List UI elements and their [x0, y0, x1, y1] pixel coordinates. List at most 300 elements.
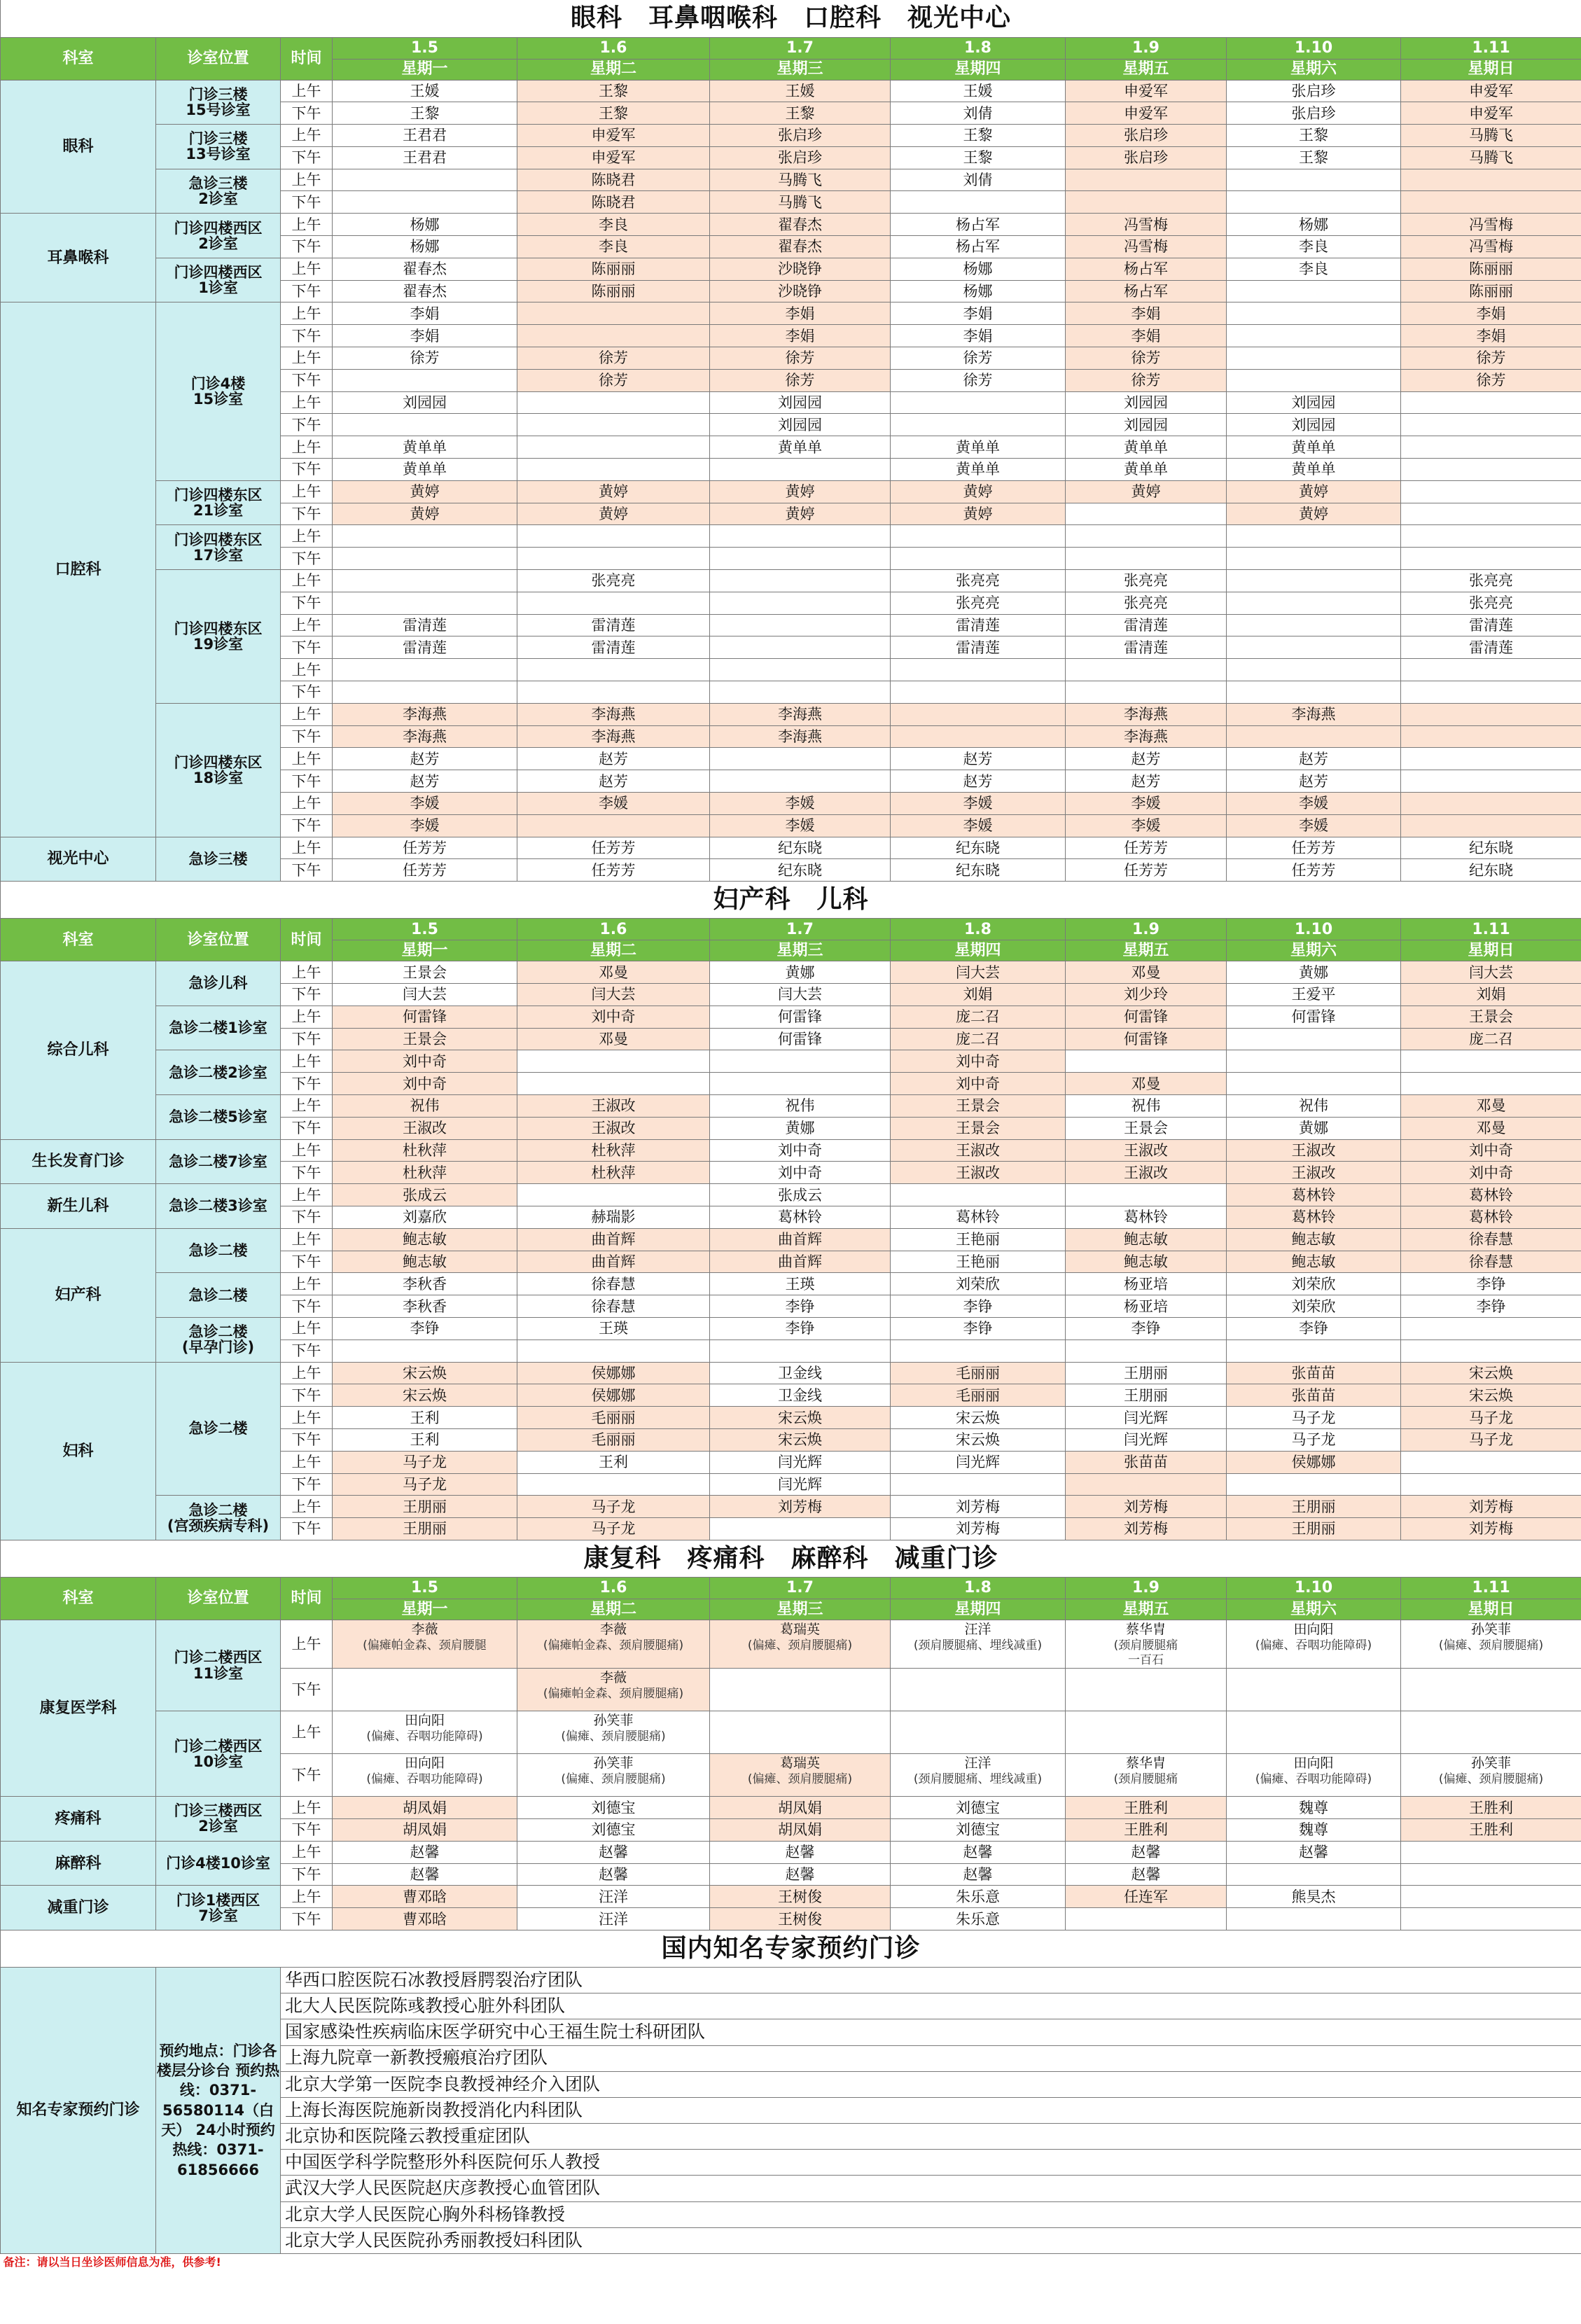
clinic-location: 门诊四楼西区 2诊室: [156, 214, 281, 258]
schedule-row: [1, 525, 1581, 548]
doctor-cell: 黄单单: [333, 459, 517, 481]
doctor-cell: 王瑛: [710, 1273, 891, 1295]
doctor-cell: 刘芳梅: [891, 1518, 1066, 1540]
department-name: 综合儿科: [1, 961, 156, 1139]
header-date: 1.9: [1066, 1577, 1227, 1599]
shift-label: 上午: [281, 748, 333, 770]
department-name: 减重门诊: [1, 1886, 156, 1930]
doctor-cell: 胡凤娟: [333, 1818, 517, 1841]
clinic-location: 急诊二楼 (宫颈疾病专科): [156, 1496, 281, 1540]
department-name: 耳鼻喉科: [1, 214, 156, 302]
shift-label: 上午: [281, 125, 333, 147]
expert-team: 武汉大学人民医院赵庆彦教授心血管团队: [281, 2176, 1581, 2201]
doctor-cell: [517, 681, 710, 704]
department-name: 麻醉科: [1, 1841, 156, 1886]
doctor-cell: 李铮: [710, 1317, 891, 1340]
shift-label: 下午: [281, 859, 333, 882]
doctor-cell: [333, 592, 517, 614]
doctor-cell: 赵馨: [710, 1863, 891, 1886]
header-date: 1.5: [333, 37, 517, 59]
doctor-cell: 李铮: [891, 1317, 1066, 1340]
doctor-cell: 李铮: [333, 1317, 517, 1340]
header-weekday: 星期五: [1066, 940, 1227, 961]
doctor-cell: [710, 1073, 891, 1095]
doctor-cell: 翟春杰: [710, 236, 891, 258]
doctor-cell: [1401, 1669, 1581, 1711]
doctor-cell: 张亮亮: [1401, 570, 1581, 592]
doctor-cell: 刘嘉欣: [333, 1206, 517, 1228]
doctor-cell: [710, 659, 891, 681]
header-date: 1.8: [891, 1577, 1066, 1599]
schedule-row: [1, 1841, 1581, 1863]
doctor-cell: 马腾飞: [1401, 146, 1581, 169]
shift-label: 上午: [281, 1050, 333, 1073]
schedule-row: [1, 703, 1581, 725]
doctor-specialty: (颈肩腰腿痛、埋线减重): [913, 1772, 1043, 1786]
schedule-row: [1, 837, 1581, 859]
shift-label: 下午: [281, 1162, 333, 1184]
doctor-cell: 王胜利: [1066, 1797, 1227, 1819]
doctor-cell: 葛林铃: [1401, 1206, 1581, 1228]
doctor-cell: 张亮亮: [1066, 592, 1227, 614]
expert-dept: 知名专家预约门诊: [1, 1967, 156, 2253]
clinic-location: 急诊三楼: [156, 837, 281, 882]
doctor-cell: [517, 459, 710, 481]
doctor-cell: 徐芳: [710, 369, 891, 391]
header-dept: 科室: [1, 37, 156, 80]
doctor-cell: 李良: [517, 236, 710, 258]
shift-label: 下午: [281, 725, 333, 748]
doctor-cell: 陈丽丽: [1401, 258, 1581, 280]
doctor-cell: [1401, 1451, 1581, 1473]
doctor-cell: 冯雪梅: [1066, 236, 1227, 258]
shift-label: 上午: [281, 1094, 333, 1117]
doctor-specialty: (偏瘫、颈肩腰腿痛): [747, 1772, 853, 1786]
doctor-cell: 闫大芸: [891, 961, 1066, 984]
shift-label: 下午: [281, 592, 333, 614]
doctor-specialty: (偏瘫帕金森、颈肩腰腿: [363, 1638, 487, 1652]
doctor-cell: [1401, 1863, 1581, 1886]
shift-label: 上午: [281, 1228, 333, 1251]
doctor-cell: 纪东晓: [710, 837, 891, 859]
doctor-cell: [891, 703, 1066, 725]
doctor-cell: 刘中奇: [333, 1073, 517, 1095]
header-weekday: 星期二: [517, 940, 710, 961]
doctor-cell: 黄婷: [517, 503, 710, 525]
doctor-cell: 李媛: [1066, 793, 1227, 815]
header-weekday: 星期一: [333, 940, 517, 961]
doctor-cell: 刘园园: [710, 391, 891, 414]
doctor-specialty: (偏瘫、吞咽功能障碍): [366, 1729, 483, 1744]
doctor-cell: 汪洋: [517, 1908, 710, 1930]
header-row-dates: [1, 1577, 1581, 1599]
header-weekday: 星期三: [710, 940, 891, 961]
doctor-cell: 闫大芸: [517, 983, 710, 1006]
clinic-location: 急诊二楼5诊室: [156, 1094, 281, 1139]
doctor-specialty: (偏瘫、颈肩腰腿痛): [561, 1772, 666, 1786]
doctor-cell: [1066, 1711, 1227, 1754]
shift-label: 下午: [281, 1754, 333, 1797]
doctor-cell: 王黎: [333, 102, 517, 125]
doctor-cell: 马腾飞: [1401, 125, 1581, 147]
department-name: 生长发育门诊: [1, 1139, 156, 1184]
doctor-cell: [517, 1184, 710, 1206]
shift-label: 上午: [281, 614, 333, 636]
department-name: 疼痛科: [1, 1797, 156, 1842]
header-weekday: 星期二: [517, 59, 710, 80]
doctor-cell: 纪东晓: [1401, 837, 1581, 859]
shift-label: 上午: [281, 347, 333, 370]
doctor-cell: 李良: [1227, 258, 1401, 280]
doctor-cell: 徐芳: [333, 347, 517, 370]
doctor-cell: [1227, 280, 1401, 302]
doctor-cell: [1401, 703, 1581, 725]
doctor-cell: 王黎: [1227, 125, 1401, 147]
shift-label: 上午: [281, 1184, 333, 1206]
shift-label: 下午: [281, 1117, 333, 1139]
doctor-cell: 雷清莲: [1066, 614, 1227, 636]
doctor-cell: 张苗苗: [1066, 1451, 1227, 1473]
doctor-name: 田向阳: [1293, 1755, 1334, 1772]
doctor-cell: 王淑改: [333, 1117, 517, 1139]
doctor-cell: [1401, 459, 1581, 481]
shift-label: 下午: [281, 1295, 333, 1318]
doctor-cell: [1227, 725, 1401, 748]
expert-team: 北京大学人民医院孙秀丽教授妇科团队: [281, 2227, 1581, 2253]
header-date: 1.6: [517, 919, 710, 940]
doctor-cell: 徐芳: [710, 347, 891, 370]
doctor-cell: 李铮: [891, 1295, 1066, 1318]
header-weekday: 星期一: [333, 59, 517, 80]
doctor-cell: [1066, 169, 1227, 191]
doctor-cell: 马子龙: [1227, 1407, 1401, 1429]
doctor-cell: 李海燕: [517, 703, 710, 725]
header-weekday: 星期五: [1066, 59, 1227, 80]
doctor-cell: 李媛: [1066, 814, 1227, 837]
doctor-cell: 王黎: [1227, 146, 1401, 169]
expert-team: 中国医学科学院整形外科医院何乐人教授: [281, 2150, 1581, 2176]
doctor-cell: 黄婷: [891, 503, 1066, 525]
doctor-cell: 雷清莲: [333, 614, 517, 636]
doctor-cell: [710, 1711, 891, 1754]
doctor-cell: 赵芳: [1066, 770, 1227, 793]
doctor-cell: 刘中奇: [517, 1006, 710, 1028]
doctor-cell: [1401, 1073, 1581, 1095]
doctor-cell: 李娟: [333, 302, 517, 325]
doctor-cell: 祝伟: [1227, 1094, 1401, 1117]
doctor-cell: 刘园园: [1227, 414, 1401, 436]
clinic-location: 急诊儿科: [156, 961, 281, 1006]
doctor-cell: 翟春杰: [710, 214, 891, 236]
doctor-cell: 黄单单: [1227, 436, 1401, 459]
shift-label: 下午: [281, 770, 333, 793]
doctor-cell: 陈丽丽: [1401, 280, 1581, 302]
doctor-cell: [333, 1669, 517, 1711]
header-weekday: 星期三: [710, 1599, 891, 1620]
doctor-cell: 任芳芳: [1066, 859, 1227, 882]
schedule-row: [1, 1050, 1581, 1073]
shift-label: 下午: [281, 280, 333, 302]
department-name: 眼科: [1, 80, 156, 214]
shift-label: 上午: [281, 570, 333, 592]
doctor-name: 孙笑菲: [1471, 1621, 1512, 1637]
doctor-cell: 张苗苗: [1227, 1384, 1401, 1407]
header-date: 1.8: [891, 37, 1066, 59]
doctor-cell: 申爱军: [1401, 80, 1581, 102]
doctor-cell: [710, 770, 891, 793]
doctor-cell: [1401, 770, 1581, 793]
doctor-cell: [710, 1518, 891, 1540]
clinic-location: 急诊二楼: [156, 1228, 281, 1273]
doctor-cell: 赵芳: [891, 748, 1066, 770]
doctor-cell: 王利: [517, 1451, 710, 1473]
doctor-specialty: (偏瘫帕金森、颈肩腰腿痛): [543, 1638, 684, 1652]
doctor-cell: 杨占军: [891, 214, 1066, 236]
doctor-cell: 庞二召: [891, 1006, 1066, 1028]
doctor-cell: 闫大芸: [333, 983, 517, 1006]
doctor-cell: 雷清莲: [891, 614, 1066, 636]
doctor-cell: 侯娜娜: [517, 1384, 710, 1407]
header-date: 1.10: [1227, 919, 1401, 940]
doctor-cell: 徐芳: [1401, 369, 1581, 391]
schedule-row: [1, 80, 1581, 102]
department-name: 新生儿科: [1, 1184, 156, 1229]
doctor-cell: [1401, 1711, 1581, 1754]
doctor-cell: 闫大芸: [1401, 961, 1581, 984]
doctor-cell: 张苗苗: [1227, 1362, 1401, 1384]
doctor-cell: 申爱军: [1401, 102, 1581, 125]
doctor-cell: 王利: [333, 1407, 517, 1429]
schedule-row: [1, 169, 1581, 191]
doctor-cell: [517, 1754, 710, 1797]
shift-label: 上午: [281, 80, 333, 102]
doctor-cell: 刘娟: [891, 983, 1066, 1006]
doctor-cell: 王朋丽: [1066, 1362, 1227, 1384]
doctor-cell: [1227, 570, 1401, 592]
doctor-cell: 纪东晓: [891, 859, 1066, 882]
schedule-row: [1, 1620, 1581, 1668]
doctor-cell: 李娟: [1401, 302, 1581, 325]
doctor-specialty: (偏瘫帕金森、颈肩腰腿痛): [543, 1686, 684, 1701]
header-date: 1.11: [1401, 1577, 1581, 1599]
doctor-cell: 毛丽丽: [517, 1428, 710, 1451]
doctor-cell: [1066, 681, 1227, 704]
header-location: 诊室位置: [156, 919, 281, 961]
doctor-cell: 何雷锋: [1066, 1028, 1227, 1050]
doctor-cell: 邓曼: [517, 1028, 710, 1050]
doctor-cell: 任芳芳: [333, 837, 517, 859]
doctor-cell: 杨娜: [891, 258, 1066, 280]
shift-label: 下午: [281, 503, 333, 525]
header-dept: 科室: [1, 919, 156, 961]
doctor-cell: 曲首辉: [517, 1228, 710, 1251]
doctor-specialty: 一百石: [1128, 1652, 1164, 1667]
clinic-location: 门诊四楼东区 17诊室: [156, 525, 281, 570]
doctor-cell: 张亮亮: [1066, 570, 1227, 592]
schedule-row: [1, 1886, 1581, 1908]
doctor-cell: 翟春杰: [333, 258, 517, 280]
doctor-cell: [333, 1711, 517, 1754]
doctor-cell: [891, 1711, 1066, 1754]
doctor-cell: 冯雪梅: [1401, 214, 1581, 236]
doctor-cell: 刘中奇: [891, 1050, 1066, 1073]
doctor-cell: 黄婷: [1066, 480, 1227, 503]
doctor-cell: [517, 592, 710, 614]
shift-label: 上午: [281, 961, 333, 984]
clinic-location: 急诊二楼1诊室: [156, 1006, 281, 1050]
schedule-row: [1, 1006, 1581, 1028]
doctor-cell: [1401, 1886, 1581, 1908]
shift-label: 上午: [281, 1711, 333, 1754]
header-date: 1.7: [710, 919, 891, 940]
doctor-cell: [1401, 725, 1581, 748]
doctor-cell: 李铮: [1227, 1317, 1401, 1340]
doctor-cell: 刘荣欣: [891, 1273, 1066, 1295]
doctor-cell: 熊昊杰: [1227, 1886, 1401, 1908]
doctor-cell: [333, 369, 517, 391]
doctor-cell: 刘荣欣: [1227, 1273, 1401, 1295]
doctor-cell: 黄娜: [710, 961, 891, 984]
shift-label: 上午: [281, 391, 333, 414]
doctor-cell: 张启珍: [710, 125, 891, 147]
expert-team: 北京大学人民医院心胸外科杨锋教授: [281, 2201, 1581, 2227]
doctor-cell: 张亮亮: [1401, 592, 1581, 614]
doctor-cell: 雷清莲: [517, 614, 710, 636]
doctor-cell: 李良: [1227, 236, 1401, 258]
doctor-cell: 黄单单: [891, 436, 1066, 459]
doctor-cell: 杨亚培: [1066, 1295, 1227, 1318]
schedule-row: [1, 1273, 1581, 1295]
doctor-cell: [1401, 525, 1581, 548]
doctor-cell: 祝伟: [710, 1094, 891, 1117]
doctor-cell: [333, 570, 517, 592]
header-weekday: 星期日: [1401, 940, 1581, 961]
doctor-cell: 赵馨: [517, 1841, 710, 1863]
doctor-cell: 邓曼: [1066, 961, 1227, 984]
clinic-location: 门诊4楼10诊室: [156, 1841, 281, 1886]
clinic-location: 门诊四楼东区 21诊室: [156, 480, 281, 525]
doctor-cell: [1401, 793, 1581, 815]
doctor-cell: 葛林铃: [891, 1206, 1066, 1228]
doctor-cell: 任连军: [1066, 1886, 1227, 1908]
section-title: 眼科 耳鼻咽喉科 口腔科 视光中心: [1, 0, 1581, 37]
clinic-location: 急诊二楼2诊室: [156, 1050, 281, 1095]
doctor-cell: 刘德宝: [517, 1818, 710, 1841]
doctor-cell: 刘中奇: [1401, 1162, 1581, 1184]
shift-label: 下午: [281, 1669, 333, 1711]
doctor-cell: 葛林铃: [1227, 1184, 1401, 1206]
header-date: 1.9: [1066, 919, 1227, 940]
doctor-cell: 李娟: [710, 302, 891, 325]
doctor-cell: 赵馨: [333, 1863, 517, 1886]
doctor-name: 李薇: [599, 1670, 627, 1686]
doctor-cell: 魏尊: [1227, 1797, 1401, 1819]
doctor-cell: 陈晓君: [517, 169, 710, 191]
doctor-cell: 邓曼: [1401, 1094, 1581, 1117]
doctor-cell: [710, 548, 891, 570]
doctor-cell: 祝伟: [333, 1094, 517, 1117]
shift-label: 下午: [281, 1384, 333, 1407]
doctor-cell: 王媛: [891, 80, 1066, 102]
header-date: 1.11: [1401, 37, 1581, 59]
doctor-cell: [1227, 1669, 1401, 1711]
doctor-cell: [333, 191, 517, 214]
doctor-cell: 李海燕: [1066, 703, 1227, 725]
doctor-cell: 李媛: [891, 814, 1066, 837]
doctor-cell: 徐芳: [891, 347, 1066, 370]
section-title-row: [1, 0, 1581, 37]
doctor-cell: [1401, 681, 1581, 704]
doctor-cell: [891, 1754, 1066, 1797]
doctor-cell: 杨娜: [333, 214, 517, 236]
doctor-cell: [1066, 1754, 1227, 1797]
doctor-cell: 张启珍: [1066, 146, 1227, 169]
doctor-name: 汪洋: [964, 1755, 991, 1772]
doctor-cell: 马腾飞: [710, 169, 891, 191]
doctor-cell: 徐芳: [891, 369, 1066, 391]
doctor-cell: 杜秋萍: [517, 1162, 710, 1184]
doctor-cell: 李海燕: [710, 725, 891, 748]
doctor-cell: 王胜利: [1401, 1818, 1581, 1841]
doctor-cell: [1066, 548, 1227, 570]
shift-label: 上午: [281, 1139, 333, 1162]
doctor-cell: 赫瑞影: [517, 1206, 710, 1228]
clinic-location: 门诊4楼 15诊室: [156, 302, 281, 480]
doctor-cell: [333, 1340, 517, 1362]
doctor-name: 葛瑞英: [779, 1755, 820, 1772]
doctor-cell: [1401, 1050, 1581, 1073]
shift-label: 下午: [281, 1518, 333, 1540]
header-date: 1.5: [333, 1577, 517, 1599]
doctor-cell: 闫光辉: [1066, 1428, 1227, 1451]
doctor-cell: 杨娜: [1227, 214, 1401, 236]
doctor-cell: [1227, 302, 1401, 325]
doctor-cell: 王胜利: [1066, 1818, 1227, 1841]
schedule-row: [1, 1139, 1581, 1162]
department-name: 康复医学科: [1, 1620, 156, 1796]
doctor-cell: 任芳芳: [517, 859, 710, 882]
doctor-cell: [891, 191, 1066, 214]
doctor-cell: [891, 391, 1066, 414]
shift-label: 上午: [281, 793, 333, 815]
schedule-row: [1, 302, 1581, 325]
clinic-location: 急诊二楼: [156, 1362, 281, 1496]
doctor-cell: 赵馨: [1227, 1841, 1401, 1863]
doctor-cell: 王黎: [517, 102, 710, 125]
doctor-cell: 王淑改: [1227, 1139, 1401, 1162]
doctor-cell: 雷清莲: [333, 636, 517, 659]
doctor-cell: 黄婷: [333, 480, 517, 503]
doctor-cell: [517, 1050, 710, 1073]
doctor-cell: 李海燕: [1227, 703, 1401, 725]
doctor-cell: 李铮: [1401, 1295, 1581, 1318]
doctor-cell: 宋云焕: [333, 1384, 517, 1407]
doctor-cell: [333, 525, 517, 548]
doctor-cell: 赵芳: [1227, 770, 1401, 793]
doctor-cell: 陈晓君: [517, 191, 710, 214]
doctor-cell: 王爱平: [1227, 983, 1401, 1006]
doctor-cell: [1066, 1184, 1227, 1206]
shift-label: 下午: [281, 1908, 333, 1930]
schedule-row: [1, 1362, 1581, 1384]
doctor-cell: 李媛: [333, 793, 517, 815]
shift-label: 上午: [281, 525, 333, 548]
doctor-cell: [517, 659, 710, 681]
doctor-cell: 王朋丽: [1066, 1384, 1227, 1407]
doctor-cell: 李娟: [891, 325, 1066, 347]
doctor-cell: [1401, 391, 1581, 414]
doctor-cell: 徐春慧: [1401, 1228, 1581, 1251]
